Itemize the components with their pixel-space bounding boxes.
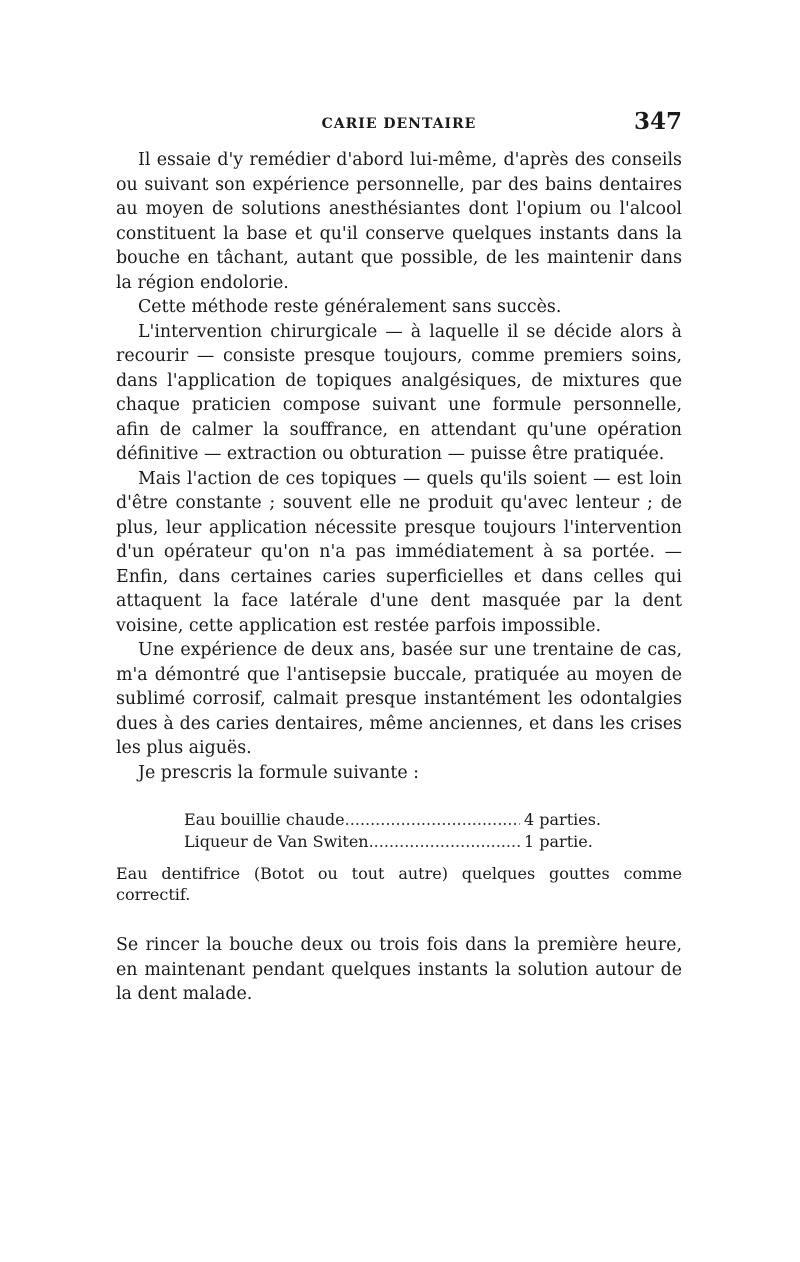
page-number: 347 [633, 108, 682, 135]
paragraph-3: L'intervention chirurgicale — à laquelle il se décide alors à recourir — consiste presque toujours, comme premiers soins, dans l'application de topiques analgésiques, de mixtures que chaque praticien compose suivant une formule personnelle, afin de calmer la souffrance, en attendant qu'une opération définitive — extraction ou obturation — puisse être pratiquée. [116, 321, 682, 464]
formula-note: Eau dentifrice (Botot ou tout autre) quelques gouttes comme correctif. [116, 864, 682, 904]
paragraph-6: Je prescris la formule suivante : [138, 762, 420, 783]
running-header [116, 106, 682, 140]
formula-ingredient: Liqueur de Van Switen [184, 832, 369, 851]
paragraph-1: Il essaie d'y remédier d'abord lui-même, d'après des conseils ou suivant son expérience personnelle, par des bains dentaires au moyen de solutions anesthésiantes dont l'opium ou l'alcool constituent la base et qu'il conserve quelques instants dans la bouche en tâchant, autant que possible, de les maintenir dans la région endolorie. [116, 150, 682, 293]
final-paragraph: Se rincer la bouche deux ou trois fois dans la première heure, en maintenant pendant quelques instants la solution autour de la dent malade. [116, 935, 682, 1004]
dot-leader [369, 831, 520, 853]
paragraph-4: Mais l'action de ces topiques — quels qu'ils soient — est loin d'être constante ; souvent elle ne produit qu'avec lenteur ; de plus, leur application nécessite presque toujours l'intervention d'un opérateur qu'on n'a pas immédiatement à sa portée. — Enfin, dans certaines caries superficielles et dans celles qui attaquent la face latérale d'une dent masquée par la dent voisine, cette application est restée parfois impossible. [116, 468, 682, 636]
formula-quantity: 4 parties. [524, 810, 602, 829]
book-page [116, 106, 682, 1007]
dot-leader [345, 809, 520, 831]
body-text [116, 148, 682, 1007]
paragraph-2: Cette méthode reste généralement sans succès. [138, 297, 562, 317]
formula-ingredient: Eau bouillie chaude [184, 810, 345, 829]
prescription-formula [116, 809, 682, 853]
formula-quantity: 1 partie. [524, 832, 593, 851]
formula-row [184, 831, 624, 853]
running-title: CARIE DENTAIRE [321, 116, 477, 132]
paragraph-5: Une expérience de deux ans, basée sur une trentaine de cas, m'a démontré que l'antisepsie buccale, pratiquée au moyen de sublimé corrosif, calmait presque instantément les odontalgies dues à des caries dentaires, même anciennes, et dans les crises les plus aiguës. [116, 640, 682, 758]
formula-row [184, 809, 624, 831]
